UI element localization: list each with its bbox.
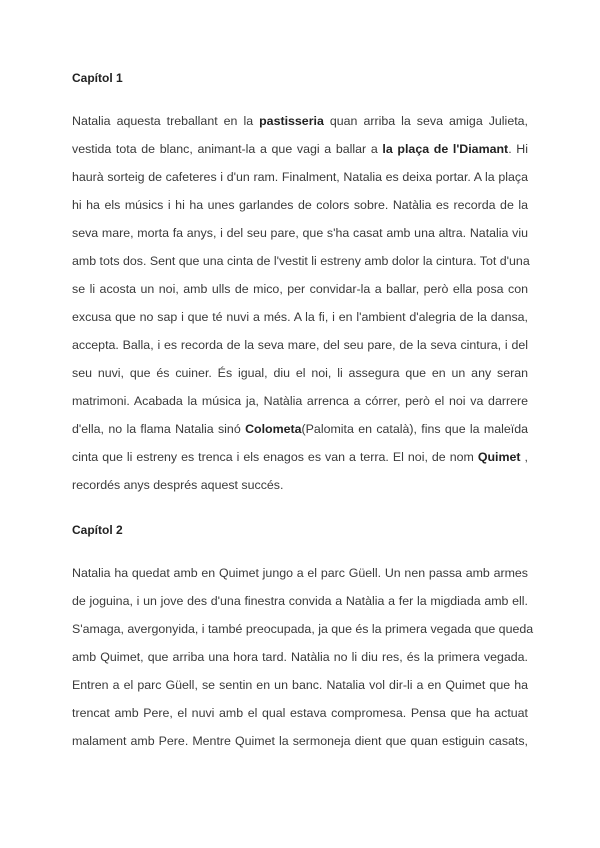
chapter-1-line: recordés anys després aquest succés. bbox=[72, 478, 284, 492]
chapter-2-line: Entren a el parc Güell, se sentin en un banc. Natalia vol dir-li a en Quimet que ha bbox=[72, 678, 528, 692]
chapter-1-line: matrimoni. Acabada la música ja, Natàlia arrenca a córrer, però el noi va darrere bbox=[72, 394, 528, 408]
chapter-2-line: Natalia ha quedat amb en Quimet jungo a el parc Güell. Un nen passa amb armes bbox=[72, 566, 528, 580]
bold-term: pastisseria bbox=[259, 114, 324, 128]
bold-term: Quimet bbox=[477, 450, 521, 464]
chapter-1-line: excusa que no sap i que té nuvi a més. A la fi, i en l'ambient d'alegria de la dansa, bbox=[72, 310, 528, 324]
bold-term: la plaça de l'Diamant bbox=[382, 142, 509, 156]
chapter-1-line: d'ella, no la flama Natalia sinó Colometa(Palomita en català), fins que la maleïda bbox=[72, 422, 528, 436]
chapter-1-line: se li acosta un noi, amb ulls de mico, per convidar-la a ballar, però ella posa con bbox=[72, 282, 528, 296]
chapter-1-line: accepta. Balla, i es recorda de la seva mare, del seu pare, de la seva cintura, i del bbox=[72, 338, 528, 352]
chapter-2-line: trencat amb Pere, el nuvi amb el qual estava compromesa. Pensa que ha actuat bbox=[72, 706, 528, 720]
chapter-2-line: S'amaga, avergonyida, i també preocupada, ja que és la primera vegada que queda bbox=[72, 622, 534, 636]
chapter-1-line: amb tots dos. Sent que una cinta de l'vestit li estreny amb dolor la cintura. Tot d'una bbox=[72, 254, 530, 268]
chapter-2-line: de joguina, i un jove des d'una finestra convida a Natàlia a fer la migdiada amb ell. bbox=[72, 594, 528, 608]
chapter-1-line: cinta que li estreny es trenca i els enagos es van a terra. El noi, de nom Quimet , bbox=[72, 450, 528, 464]
chapter-2-heading: Capítol 2 bbox=[72, 523, 123, 537]
chapter-1-line: haurà sorteig de cafeteres i d'un ram. Finalment, Natalia es deixa portar. A la plaça bbox=[72, 170, 528, 184]
chapter-2-line: amb Quimet, que arriba una hora tard. Natàlia no li diu res, és la primera vegada. bbox=[72, 650, 528, 664]
chapter-1-heading: Capítol 1 bbox=[72, 71, 123, 85]
chapter-1-line: Natalia aquesta treballant en la pastisseria quan arriba la seva amiga Julieta, bbox=[72, 114, 528, 128]
bold-term: Colometa bbox=[245, 422, 302, 436]
chapter-1-line: vestida tota de blanc, animant-la a que vagi a ballar a la plaça de l'Diamant. Hi bbox=[72, 142, 529, 156]
chapter-1-line: seva mare, morta fa anys, i del seu pare, que s'ha casat amb una altra. Natalia viu bbox=[72, 226, 528, 240]
chapter-1-line: hi ha els músics i hi ha unes garlandes de colors sobre. Natàlia es recorda de la bbox=[72, 198, 528, 212]
chapter-2-line: malament amb Pere. Mentre Quimet la sermoneja dient que quan estiguin casats, bbox=[72, 734, 528, 748]
chapter-1-line: seu nuvi, que és cuiner. És igual, diu el noi, li assegura que en un any seran bbox=[72, 366, 528, 380]
